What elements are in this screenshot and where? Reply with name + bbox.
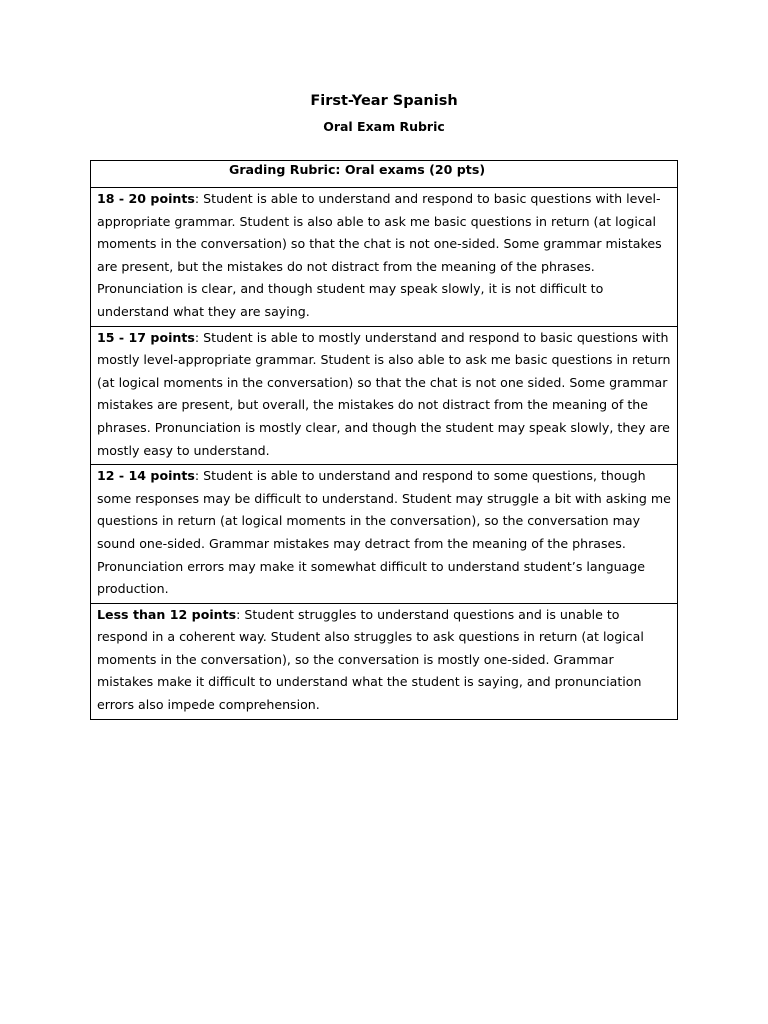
criteria-text: : Student struggles to understand questions and is unable to respond in a coherent way. Student also struggles to ask questions in return (at logical moments in the conversation), so the conversation is mostly one-sided. Grammar mistakes make it difficult to understand what the student is saying, and pronunciation errors also impede comprehension. xyxy=(97,606,644,713)
rubric-row xyxy=(91,326,678,465)
document-title: First-Year Spanish xyxy=(310,93,458,109)
rubric-row xyxy=(91,465,678,604)
score-range-label: 18 - 20 points xyxy=(97,191,195,206)
score-range-label: Less than 12 points xyxy=(97,606,237,622)
document-subtitle: Oral Exam Rubric xyxy=(323,119,445,134)
criteria-text: : Student is able to mostly understand and respond to basic questions with mostly level-appropriate grammar. Student is also able to ask me basic questions in return (at logical moments in the conversation) so that the chat is not one sided. Some grammar mistakes are present, but overall, the mistakes do not distract from the meaning of the phrases. Pronunciation is mostly clear, and though the student may speak slowly, they are mostly easy to understand. xyxy=(97,329,671,458)
rubric-header-cell xyxy=(91,161,678,188)
rubric-row xyxy=(91,188,678,327)
rubric-cell xyxy=(91,603,678,719)
rubric-header: Grading Rubric: Oral exams (20 pts) xyxy=(229,162,486,177)
score-range-label: 15 - 17 points xyxy=(97,329,195,345)
rubric-cell xyxy=(91,188,678,327)
rubric-row xyxy=(91,603,678,719)
rubric-table xyxy=(90,160,678,720)
rubric-cell xyxy=(91,465,678,604)
score-range-label: 12 - 14 points xyxy=(97,468,195,484)
criteria-text: : Student is able to understand and respond to basic questions with level-appropriate grammar. Student is also able to ask me basic questions in return (at logical moments in the conversation) so that the chat is not one-sided. Some grammar mistakes are present, but the mistakes do not distract from the meaning of the phrases. Pronunciation is clear, and though student may speak slowly, it is not difficult to understand what they are saying. xyxy=(97,191,662,319)
criteria-text: : Student is able to understand and respond to some questions, though some responses may be difficult to understand. Student may struggle a bit with asking me questions in return (at logical moments in the conversation), so the conversation may sound one-sided. Grammar mistakes may detract from the meaning of the phrases. Pronunciation errors may make it somewhat difficult to understand student’s language production. xyxy=(97,468,671,597)
rubric-header-row xyxy=(91,161,678,188)
rubric-cell xyxy=(91,326,678,465)
